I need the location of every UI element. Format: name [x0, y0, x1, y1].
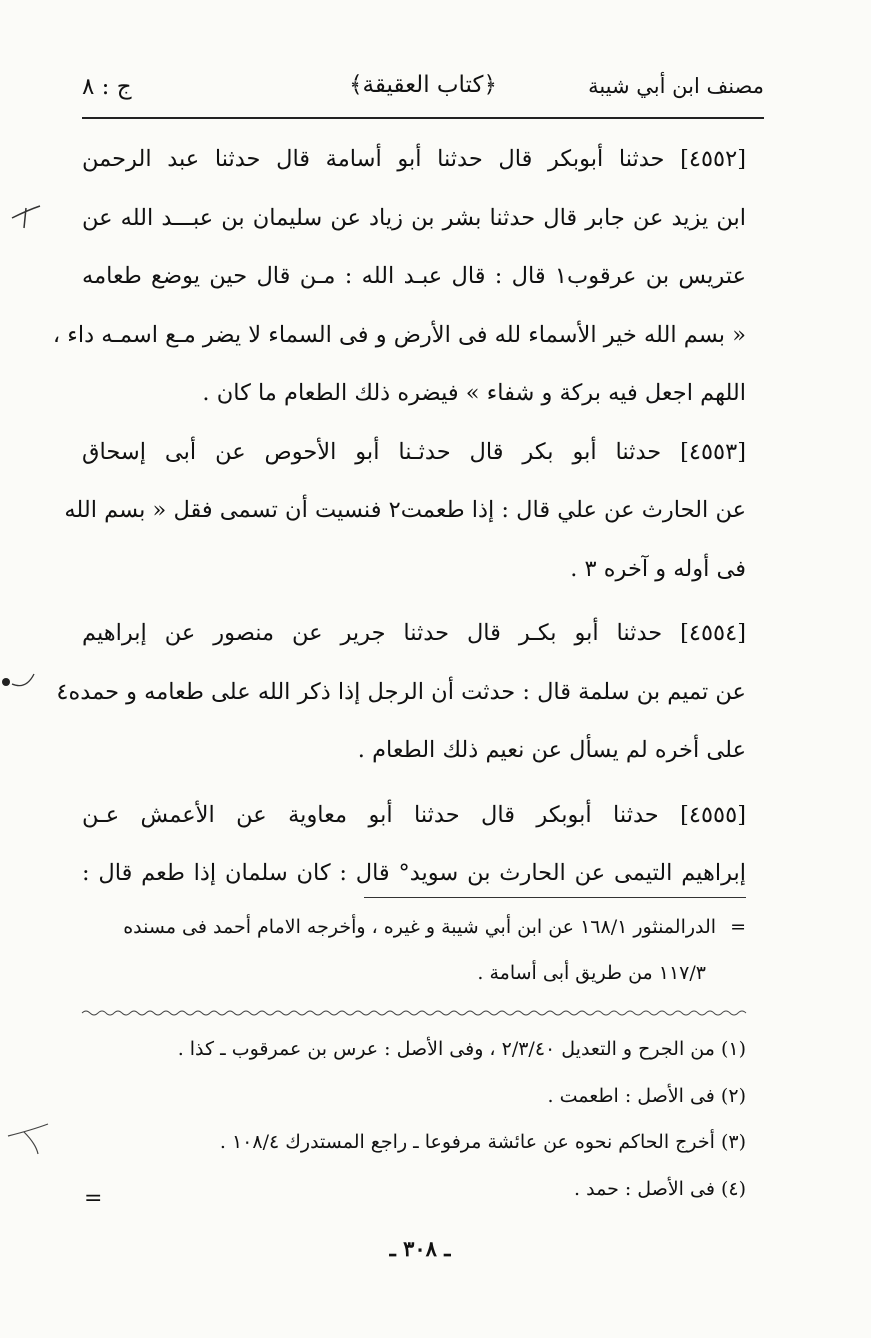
- header-rule: [82, 117, 764, 119]
- text-line: عن الحارث عن علي قال : إذا طعمت٢ فنسيت أن تسمى فقل « بسم الله: [64, 497, 746, 523]
- text-line: اللهم اجعل فيه بركة و شفاء » فيضره ذلك الطعام ما كان .: [202, 380, 746, 406]
- text-line: على أخره لم يسأل عن نعيم ذلك الطعام .: [357, 737, 746, 763]
- footnote-continuation: [82, 904, 746, 996]
- volume-number: ج : ٨: [82, 74, 132, 100]
- text-line: [٤٥٥٤] حدثنا أبو بكـر قال حدثنا جرير عن منصور عن إبراهيم: [82, 620, 746, 646]
- text-line: [٤٥٥٥] حدثنا أبوبكر قال حدثنا أبو معاوية عن الأعمش عـن: [82, 801, 746, 828]
- footnote-1: (١) من الجرح و التعديل ٢/٣/٤٠ ، وفى الأصل : عرس بن عمرقوب ـ كذا .: [177, 1038, 746, 1060]
- text-line: إبراهيم التيمى عن الحارث بن سويد° قال : كان سلمان إذا طعم قال :: [82, 860, 746, 886]
- footnote-rule: [364, 897, 746, 898]
- text-line: عن تميم بن سلمة قال : حدثت أن الرجل إذا ذكر الله على طعامه و حمده٤: [56, 678, 746, 705]
- text-line: « بسم الله خير الأسماء لله فى الأرض و فى السماء لا يضر مـع اسمـه داء ،: [52, 321, 746, 348]
- page-number: ـ ٣٠٨ ـ: [389, 1236, 451, 1261]
- margin-pen-mark: [2, 1118, 52, 1158]
- bottom-margin-mark: =: [84, 1186, 103, 1211]
- footnote-4: (٤) فى الأصل : حمد .: [574, 1177, 746, 1200]
- margin-pen-mark: [0, 660, 44, 700]
- footnote-text: الدرالمنثور ١٦٨/١ عن ابن أبي شيبة و غيره ، وأخرجه الامام أحمد فى مسنده: [123, 916, 717, 938]
- chapter-title: ﴿كتاب العقيقة﴾: [349, 72, 497, 98]
- text-line: [٤٥٥٣] حدثنا أبو بكر قال حدثـنا أبو الأحوص عن أبى إسحاق: [82, 438, 746, 465]
- main-text: [52, 130, 746, 903]
- footnote-3: (٣) أخرج الحاكم نحوه عن عائشة مرفوعا ـ راجع المستدرك ١٠٨/٤ .: [219, 1131, 746, 1153]
- text-line: [٤٥٥٢] حدثنا أبوبكر قال حدثنا أبو أسامة قال حدثنا عبد الرحمن: [82, 146, 746, 172]
- margin-pen-mark: [4, 198, 46, 234]
- wavy-divider: [82, 1009, 746, 1017]
- running-header: [82, 70, 764, 110]
- footnote-2: (٢) فى الأصل : اطعمت .: [547, 1084, 746, 1107]
- book-title: مصنف ابن أبي شيبة: [588, 74, 764, 98]
- text-line: عتريس بن عرقوب١ قال : قال عبـد الله : مـن قال حين يوضع طعامه: [82, 263, 746, 289]
- text-line: فى أوله و آخره ٣ .: [570, 555, 746, 582]
- footnotes: [82, 1026, 746, 1212]
- footnote-line: ١١٧/٣ من طريق أبى أسامة .: [477, 962, 706, 984]
- continuation-marker: =: [730, 916, 746, 938]
- text-line: ابن يزيد عن جابر قال حدثنا بشر بن زياد عن سليمان بن عبـــد الله عن: [82, 204, 746, 231]
- footnote-line: [82, 904, 746, 950]
